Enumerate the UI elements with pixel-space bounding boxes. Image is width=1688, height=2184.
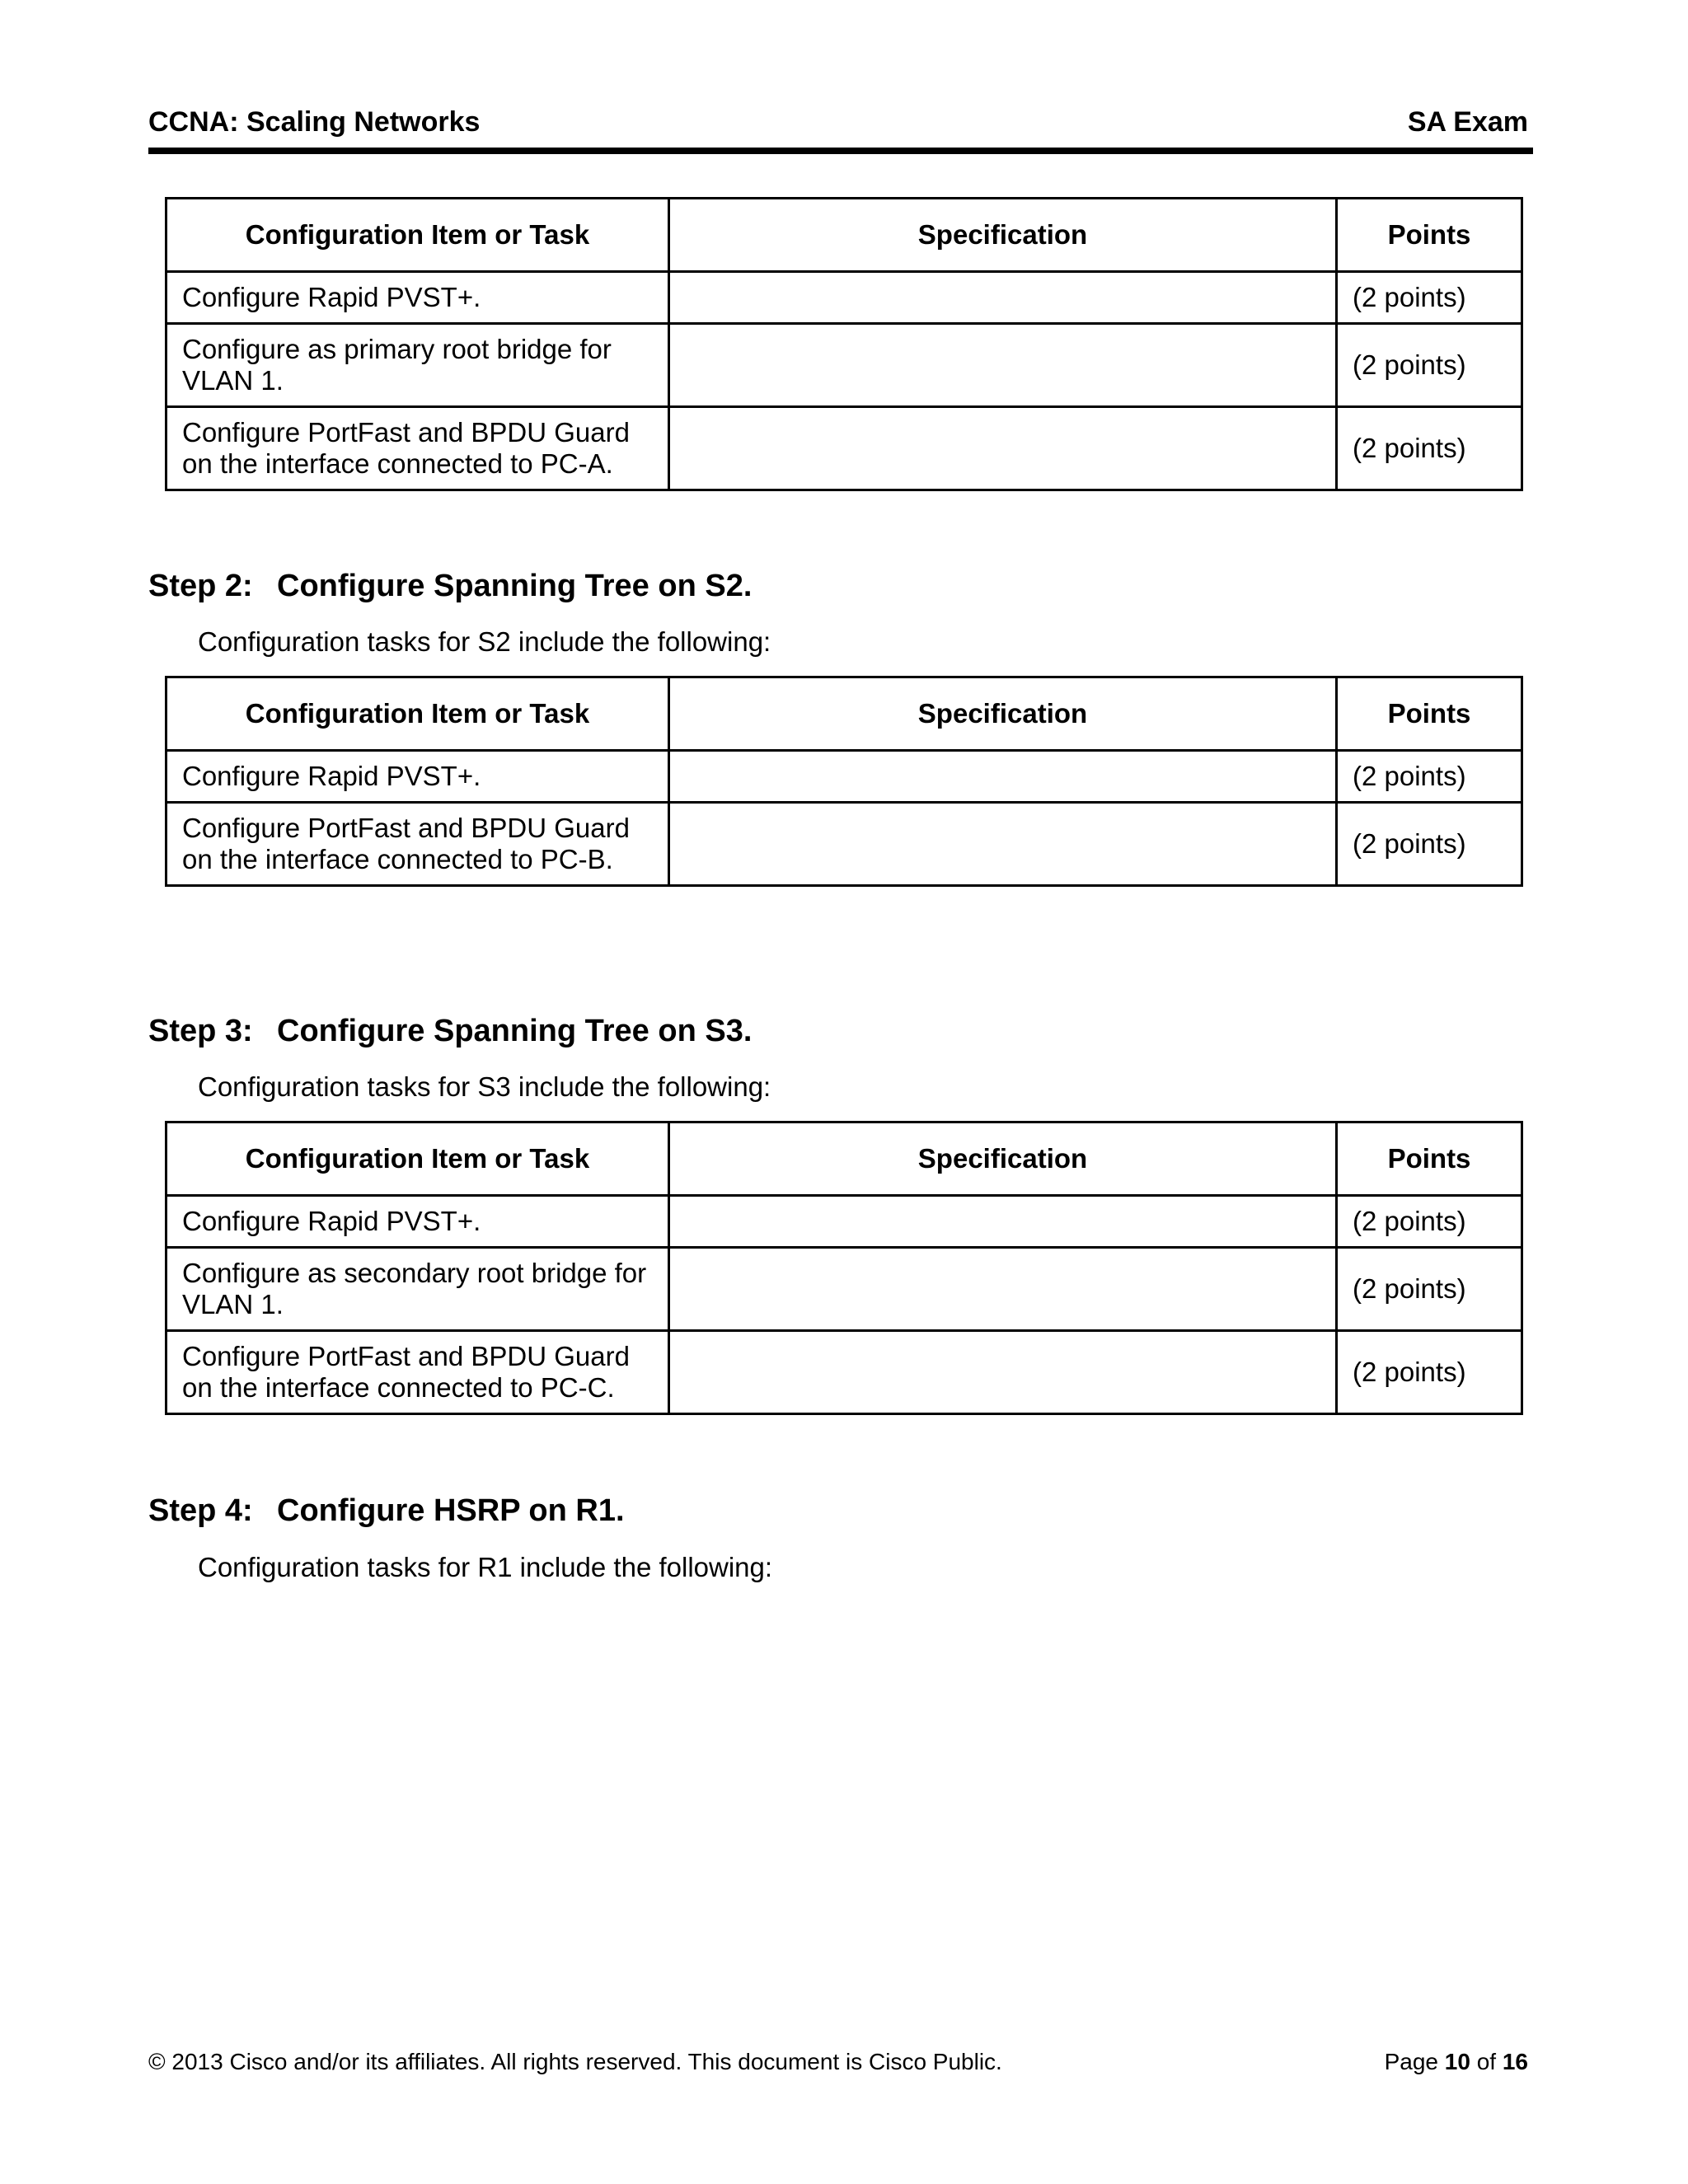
task-cell: Configure Rapid PVST+. xyxy=(166,272,669,324)
points-cell: (2 points) xyxy=(1337,1248,1522,1331)
step-title: Configure HSRP on R1. xyxy=(277,1493,625,1528)
task-cell: Configure PortFast and BPDU Guard on the interface connected to PC-B. xyxy=(166,803,669,886)
table-header-row xyxy=(166,199,1522,272)
points-cell: (2 points) xyxy=(1337,803,1522,886)
column-header-points: Points xyxy=(1337,1122,1522,1196)
column-header-points: Points xyxy=(1337,199,1522,272)
spec-cell[interactable] xyxy=(669,272,1337,324)
page-indicator xyxy=(1385,2049,1528,2075)
points-cell: (2 points) xyxy=(1337,751,1522,803)
column-header-spec: Specification xyxy=(669,677,1337,751)
spec-cell[interactable] xyxy=(669,324,1337,407)
column-header-spec: Specification xyxy=(669,1122,1337,1196)
column-header-points: Points xyxy=(1337,677,1522,751)
page-label: Page xyxy=(1384,2049,1438,2074)
task-cell: Configure as secondary root bridge for VLAN 1. xyxy=(166,1248,669,1331)
table-header-row xyxy=(166,1122,1522,1196)
spec-cell[interactable] xyxy=(669,1248,1337,1331)
step-number: Step 2: xyxy=(148,569,253,603)
points-cell: (2 points) xyxy=(1337,407,1522,490)
table-row xyxy=(166,751,1522,803)
config-table-s2 xyxy=(165,676,1523,887)
step-3-heading xyxy=(148,1014,752,1049)
column-header-spec: Specification xyxy=(669,199,1337,272)
spec-cell[interactable] xyxy=(669,751,1337,803)
step-4-intro: Configuration tasks for R1 include the following: xyxy=(198,1552,773,1582)
spec-cell[interactable] xyxy=(669,407,1337,490)
of-label: of xyxy=(1476,2049,1497,2074)
task-cell: Configure Rapid PVST+. xyxy=(166,751,669,803)
points-cell: (2 points) xyxy=(1337,1331,1522,1414)
task-cell: Configure PortFast and BPDU Guard on the interface connected to PC-A. xyxy=(166,407,669,490)
column-header-task: Configuration Item or Task xyxy=(166,1122,669,1196)
step-3-intro: Configuration tasks for S3 include the following: xyxy=(198,1071,771,1102)
points-cell: (2 points) xyxy=(1337,272,1522,324)
spec-cell[interactable] xyxy=(669,1331,1337,1414)
config-table-s1 xyxy=(165,197,1523,491)
column-header-task: Configuration Item or Task xyxy=(166,677,669,751)
page-total: 16 xyxy=(1502,2049,1528,2074)
step-4-heading xyxy=(148,1493,625,1529)
task-cell: Configure PortFast and BPDU Guard on the interface connected to PC-C. xyxy=(166,1331,669,1414)
table-row xyxy=(166,1331,1522,1414)
step-number: Step 4: xyxy=(148,1493,253,1528)
points-cell: (2 points) xyxy=(1337,324,1522,407)
header-course-title: CCNA: Scaling Networks xyxy=(148,106,481,138)
step-title: Configure Spanning Tree on S3. xyxy=(277,1014,753,1048)
header-exam-label: SA Exam xyxy=(1407,106,1528,138)
config-table-s3 xyxy=(165,1121,1523,1415)
table-row xyxy=(166,407,1522,490)
table-row xyxy=(166,1196,1522,1248)
column-header-task: Configuration Item or Task xyxy=(166,199,669,272)
table-row xyxy=(166,803,1522,886)
task-cell: Configure as primary root bridge for VLAN 1. xyxy=(166,324,669,407)
step-2-heading xyxy=(148,569,752,604)
step-title: Configure Spanning Tree on S2. xyxy=(277,569,753,603)
table-row xyxy=(166,272,1522,324)
page-number: 10 xyxy=(1444,2049,1470,2074)
spec-cell[interactable] xyxy=(669,1196,1337,1248)
step-2-intro: Configuration tasks for S2 include the following: xyxy=(198,626,771,657)
step-number: Step 3: xyxy=(148,1014,253,1048)
points-cell: (2 points) xyxy=(1337,1196,1522,1248)
spec-cell[interactable] xyxy=(669,803,1337,886)
page-header xyxy=(148,105,1533,154)
table-row xyxy=(166,324,1522,407)
table-row xyxy=(166,1248,1522,1331)
copyright-notice: © 2013 Cisco and/or its affiliates. All rights reserved. This document is Cisco Public. xyxy=(148,2049,1002,2074)
task-cell: Configure Rapid PVST+. xyxy=(166,1196,669,1248)
table-header-row xyxy=(166,677,1522,751)
